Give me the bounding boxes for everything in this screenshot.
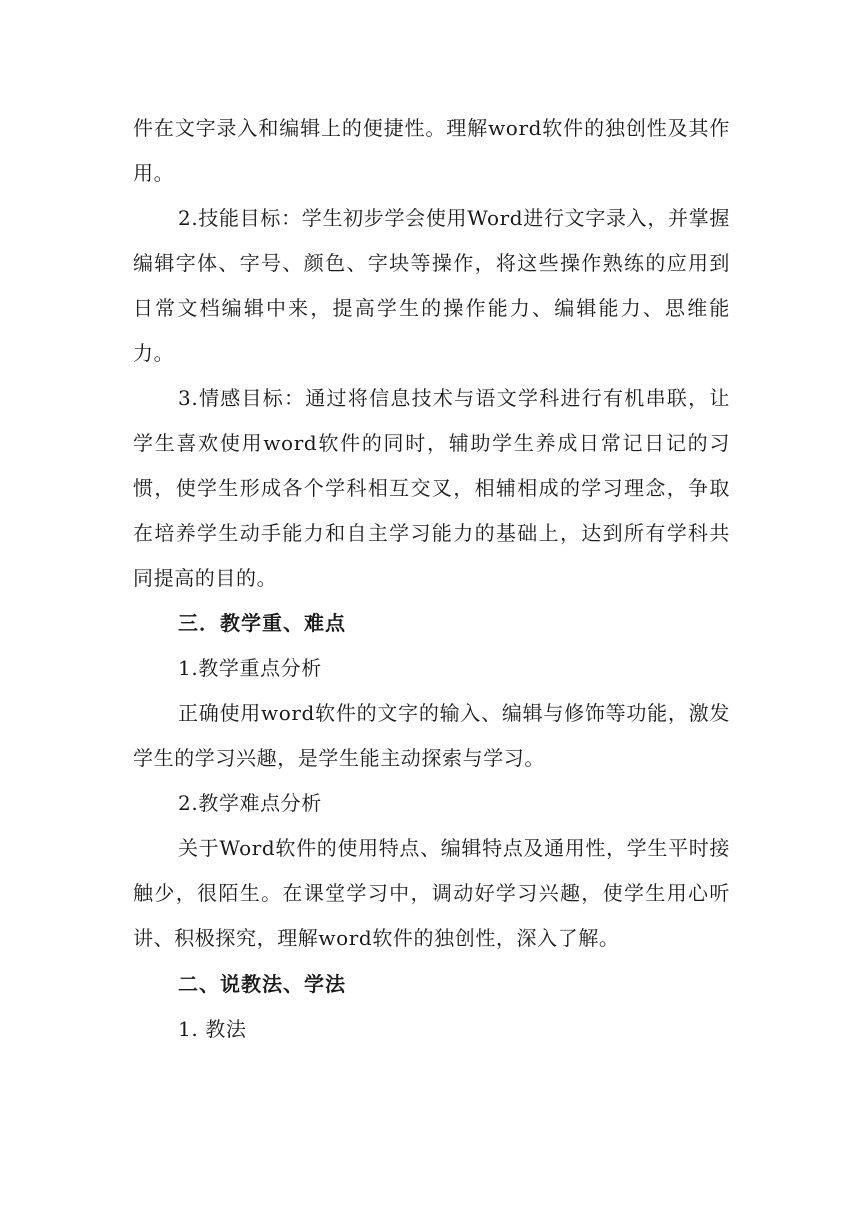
subheading-difficult-analysis: 2.教学难点分析: [178, 791, 322, 815]
document-body: [133, 106, 730, 1052]
heading-key-points: 三．教学重、难点: [178, 611, 346, 635]
heading-methods: 二、说教法、学法: [178, 972, 346, 996]
subheading-teaching-method: 1. 教法: [178, 1017, 247, 1041]
paragraph-difficult-analysis: 关于Word软件的使用特点、编辑特点及通用性，学生平时接触少，很陌生。在课堂学习中，调动好学习兴趣，使学生用心听讲、积极探究，理解word软件的独创性，深入了解。: [133, 836, 730, 950]
paragraph-emotion-goal: 3.情感目标：通过将信息技术与语文学科进行有机串联，让学生喜欢使用word软件的同时，辅助学生养成日常记日记的习惯，使学生形成各个学科相互交叉，相辅相成的学习理念，争取在培养学生动手能力和自主学习能力的基础上，达到所有学科共同提高的目的。: [133, 386, 730, 590]
subheading-key-analysis: 1.教学重点分析: [178, 656, 322, 680]
paragraph-skill-goal: 2.技能目标：学生初步学会使用Word进行文字录入，并掌握编辑字体、字号、颜色、字块等操作，将这些操作熟练的应用到日常文档编辑中来，提高学生的操作能力、编辑能力、思维能力。: [133, 206, 730, 365]
paragraph-intro: 件在文字录入和编辑上的便捷性。理解word软件的独创性及其作用。: [133, 116, 730, 185]
paragraph-key-analysis: 正确使用word软件的文字的输入、编辑与修饰等功能，激发学生的学习兴趣，是学生能主动探索与学习。: [133, 701, 730, 770]
